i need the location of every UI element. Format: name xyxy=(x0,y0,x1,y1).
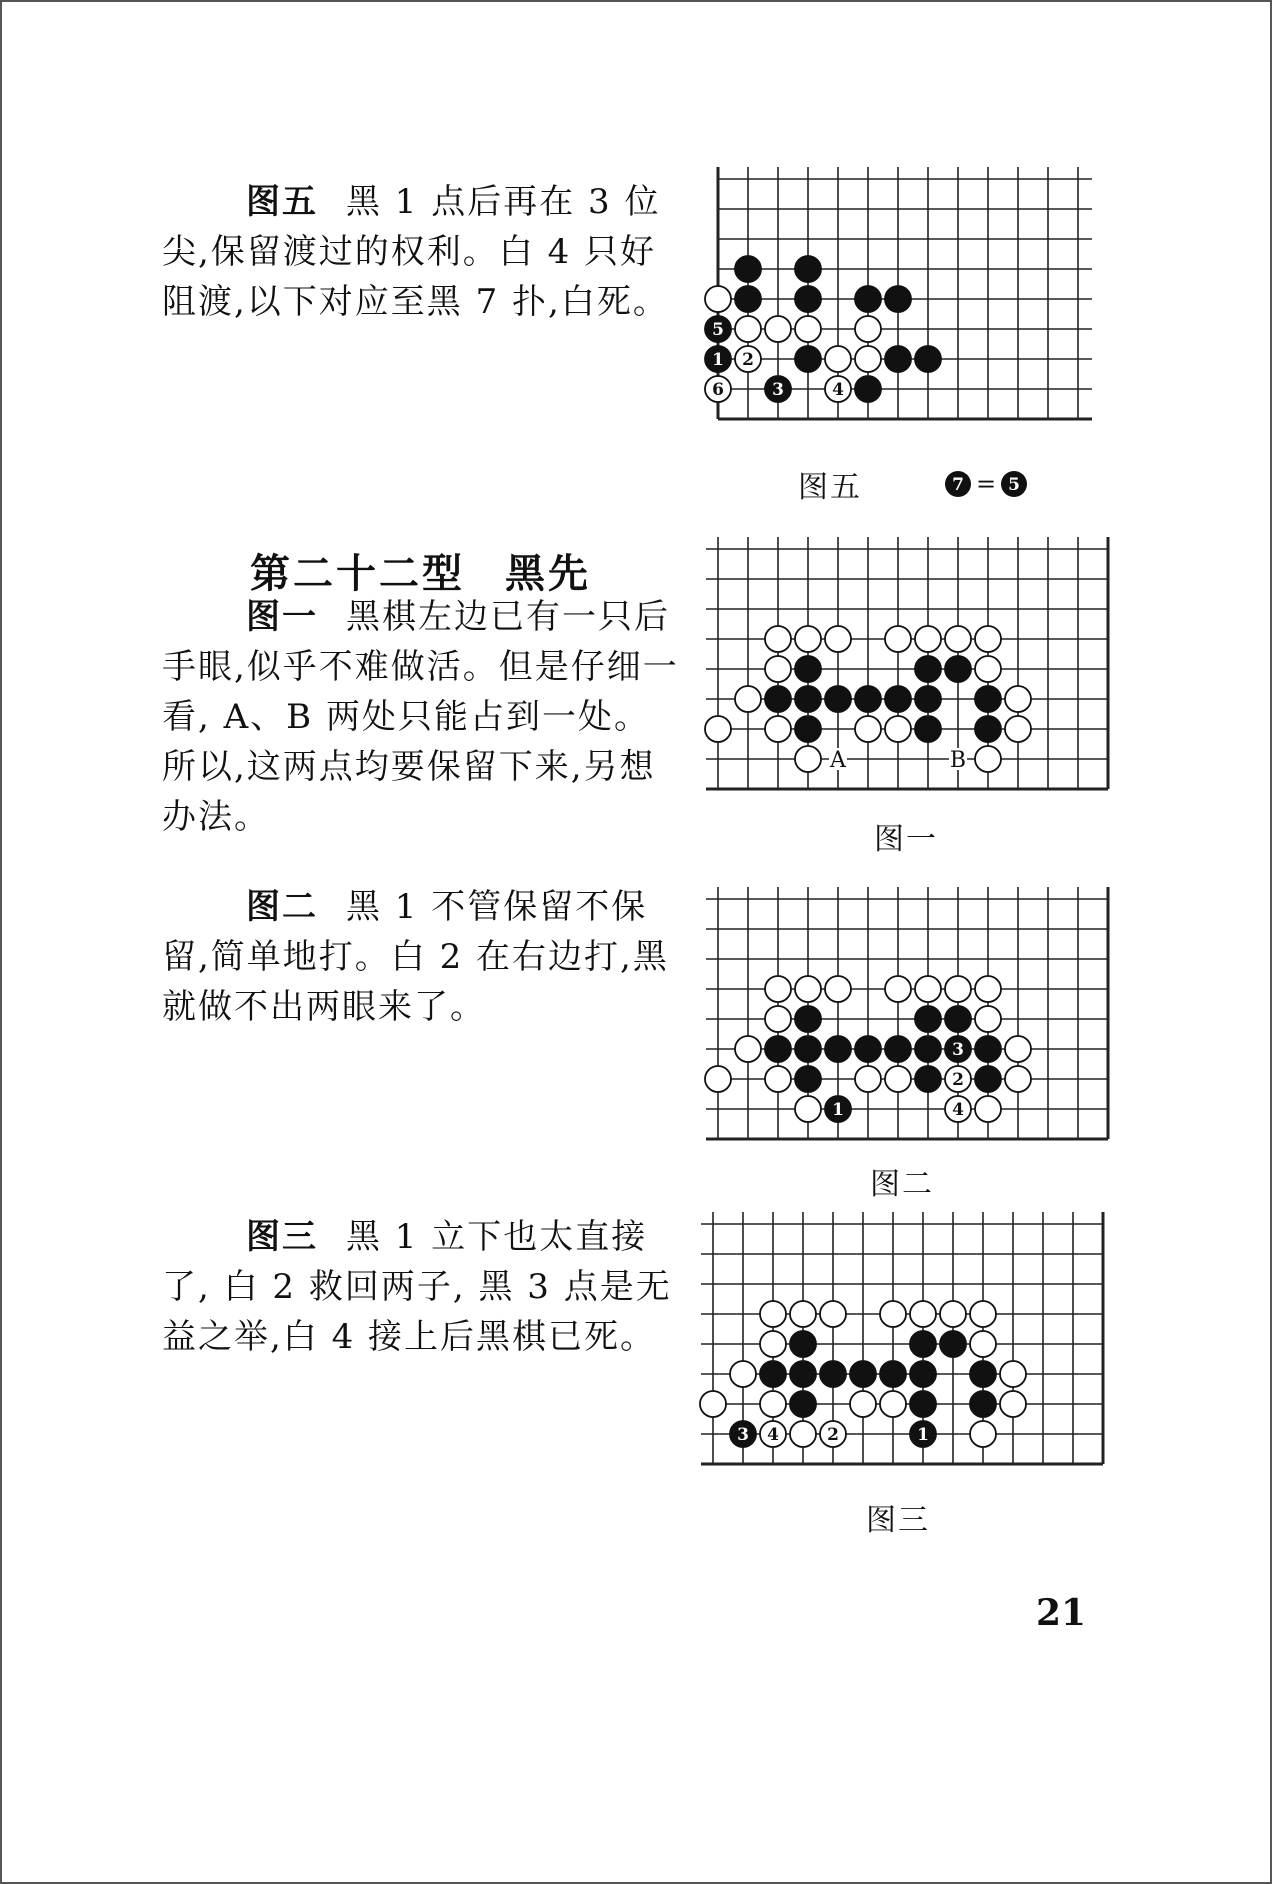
white-stone xyxy=(705,1066,731,1092)
move-number: 3 xyxy=(952,1040,964,1060)
white-stone xyxy=(945,1096,971,1122)
move-number: 2 xyxy=(827,1425,839,1445)
white-stone xyxy=(760,1301,786,1327)
white-stone xyxy=(885,976,911,1002)
white-stone xyxy=(975,1006,1001,1032)
white-stone xyxy=(1000,1361,1026,1387)
black-stone xyxy=(795,286,821,312)
move-number: 5 xyxy=(1008,475,1020,495)
white-stone xyxy=(765,316,791,342)
black-stone xyxy=(705,316,731,342)
black-stone xyxy=(735,286,761,312)
white-stone xyxy=(885,626,911,652)
move-number: 5 xyxy=(712,320,724,340)
go-diagram-fig3 xyxy=(697,1212,1117,1502)
black-stone xyxy=(825,1036,851,1062)
black-stone xyxy=(795,716,821,742)
black-stone xyxy=(825,686,851,712)
black-stone xyxy=(885,1036,911,1062)
first-move: 黑先 xyxy=(505,550,591,597)
black-stone xyxy=(790,1331,816,1357)
black-stone xyxy=(855,286,881,312)
black-stone xyxy=(885,286,911,312)
paragraph-text: 黑 1 立下也太直接了, 白 2 救回两子, 黑 3 点是无益之举,白 4 接上后黑棋已死。 xyxy=(162,1217,672,1357)
black-stone xyxy=(820,1361,846,1387)
white-stone xyxy=(700,1391,726,1417)
black-stone xyxy=(765,376,791,402)
black-stone xyxy=(910,1361,936,1387)
black-stone xyxy=(945,471,971,497)
white-stone xyxy=(1005,716,1031,742)
page-number: 21 xyxy=(1036,1592,1087,1634)
white-stone xyxy=(885,716,911,742)
black-stone xyxy=(855,376,881,402)
go-diagram-fig5 xyxy=(702,167,1122,497)
black-stone xyxy=(765,1036,791,1062)
white-stone xyxy=(795,746,821,772)
black-stone xyxy=(735,256,761,282)
white-stone xyxy=(825,626,851,652)
white-stone xyxy=(730,1361,756,1387)
black-stone xyxy=(910,1421,936,1447)
section-title xyxy=(250,542,591,599)
diagram-caption: 图三 xyxy=(866,1503,930,1538)
white-stone xyxy=(705,286,731,312)
move-number: 4 xyxy=(832,380,844,400)
white-stone xyxy=(765,1006,791,1032)
move-number: 1 xyxy=(917,1425,929,1445)
black-stone xyxy=(790,1391,816,1417)
black-stone xyxy=(795,1006,821,1032)
diagram-caption: 图二 xyxy=(870,1167,934,1202)
black-stone xyxy=(795,1066,821,1092)
black-stone xyxy=(855,686,881,712)
white-stone xyxy=(1000,1391,1026,1417)
move-number: 4 xyxy=(952,1100,964,1120)
black-stone xyxy=(790,1361,816,1387)
white-stone xyxy=(735,346,761,372)
move-number: 4 xyxy=(767,1425,779,1445)
point-marker: B xyxy=(949,748,967,773)
white-stone xyxy=(825,346,851,372)
diagram-caption: 图五 xyxy=(798,470,862,505)
white-stone xyxy=(975,626,1001,652)
move-number: 3 xyxy=(772,380,784,400)
white-stone xyxy=(790,1301,816,1327)
black-stone xyxy=(940,1331,966,1357)
white-stone xyxy=(795,976,821,1002)
go-diagram-fig2 xyxy=(702,887,1122,1177)
white-stone xyxy=(850,1391,876,1417)
black-stone xyxy=(915,716,941,742)
black-stone xyxy=(915,1066,941,1092)
black-stone xyxy=(795,1036,821,1062)
white-stone xyxy=(940,1301,966,1327)
black-stone xyxy=(795,256,821,282)
white-stone xyxy=(790,1421,816,1447)
white-stone xyxy=(885,1066,911,1092)
black-stone xyxy=(850,1361,876,1387)
move-number: 6 xyxy=(712,380,724,400)
move-number: 2 xyxy=(952,1070,964,1090)
white-stone xyxy=(970,1331,996,1357)
black-stone xyxy=(970,1391,996,1417)
white-stone xyxy=(705,716,731,742)
white-stone xyxy=(735,686,761,712)
white-stone xyxy=(945,626,971,652)
white-stone xyxy=(765,976,791,1002)
paragraph-text: 黑 1 点后再在 3 位尖,保留渡过的权利。白 4 只好阻渡,以下对应至黑 7 扑,白死。 xyxy=(162,182,669,322)
black-stone xyxy=(975,1066,1001,1092)
white-stone xyxy=(855,346,881,372)
white-stone xyxy=(760,1391,786,1417)
black-stone xyxy=(915,346,941,372)
white-stone xyxy=(765,656,791,682)
black-stone xyxy=(975,1036,1001,1062)
paragraph-fig3 xyxy=(162,1212,682,1362)
white-stone xyxy=(795,316,821,342)
white-stone xyxy=(760,1331,786,1357)
move-number: 1 xyxy=(712,350,724,370)
paragraph-text: 黑 1 不管保留不保留,简单地打。白 2 在右边打,黑就做不出两眼来了。 xyxy=(162,887,669,1027)
black-stone xyxy=(915,1006,941,1032)
white-stone xyxy=(970,1421,996,1447)
paragraph-text: 黑棋左边已有一只后手眼,似乎不难做活。但是仔细一看, A、B 两处只能占到一处。所以,这两点均要保留下来,另想办法。 xyxy=(162,597,679,837)
white-stone xyxy=(945,976,971,1002)
white-stone xyxy=(735,1036,761,1062)
move-number: 7 xyxy=(952,475,964,495)
black-stone xyxy=(885,686,911,712)
white-stone xyxy=(820,1301,846,1327)
black-stone xyxy=(910,1391,936,1417)
white-stone xyxy=(880,1301,906,1327)
white-stone xyxy=(795,1096,821,1122)
black-stone xyxy=(915,1036,941,1062)
white-stone xyxy=(1005,1036,1031,1062)
white-stone xyxy=(705,376,731,402)
black-stone xyxy=(945,656,971,682)
black-stone xyxy=(915,686,941,712)
white-stone xyxy=(825,976,851,1002)
problem-type: 第二十二型 xyxy=(250,550,465,597)
white-stone xyxy=(910,1301,936,1327)
black-stone xyxy=(970,1361,996,1387)
white-stone xyxy=(795,626,821,652)
black-stone xyxy=(795,656,821,682)
white-stone xyxy=(915,626,941,652)
white-stone xyxy=(855,716,881,742)
white-stone xyxy=(975,656,1001,682)
black-stone xyxy=(795,346,821,372)
move-number: 1 xyxy=(832,1100,844,1120)
black-stone xyxy=(730,1421,756,1447)
white-stone xyxy=(975,1096,1001,1122)
white-stone xyxy=(820,1421,846,1447)
paragraph-label: 图三 xyxy=(246,1217,318,1257)
white-stone xyxy=(1005,1066,1031,1092)
black-stone xyxy=(915,656,941,682)
black-stone xyxy=(855,1036,881,1062)
black-stone xyxy=(975,716,1001,742)
paragraph-fig2 xyxy=(162,882,682,1032)
paragraph-label: 图五 xyxy=(246,182,318,222)
go-diagram-fig1 xyxy=(702,537,1122,827)
equals-sign: = xyxy=(975,470,997,498)
white-stone xyxy=(765,626,791,652)
white-stone xyxy=(855,1066,881,1092)
paragraph-label: 图二 xyxy=(246,887,318,927)
black-stone xyxy=(765,686,791,712)
white-stone xyxy=(915,976,941,1002)
black-stone xyxy=(1001,471,1027,497)
white-stone xyxy=(975,746,1001,772)
black-stone xyxy=(795,686,821,712)
move-number: 3 xyxy=(737,1425,749,1445)
paragraph-label: 图一 xyxy=(246,597,318,637)
white-stone xyxy=(945,1066,971,1092)
diagram-note xyxy=(942,464,1052,504)
black-stone xyxy=(945,1036,971,1062)
black-stone xyxy=(945,1006,971,1032)
white-stone xyxy=(880,1391,906,1417)
white-stone xyxy=(765,1066,791,1092)
white-stone xyxy=(735,316,761,342)
white-stone xyxy=(975,976,1001,1002)
white-stone xyxy=(825,376,851,402)
black-stone xyxy=(975,686,1001,712)
point-marker: A xyxy=(830,748,846,773)
black-stone xyxy=(885,346,911,372)
black-stone xyxy=(705,346,731,372)
paragraph-fig5 xyxy=(162,177,682,327)
black-stone xyxy=(825,1096,851,1122)
paragraph-fig1 xyxy=(162,592,682,842)
white-stone xyxy=(765,716,791,742)
black-stone xyxy=(880,1361,906,1387)
white-stone xyxy=(760,1421,786,1447)
black-stone xyxy=(910,1331,936,1357)
black-stone xyxy=(760,1361,786,1387)
move-number: 2 xyxy=(742,350,754,370)
white-stone xyxy=(855,316,881,342)
diagram-caption: 图一 xyxy=(874,822,938,857)
white-stone xyxy=(970,1301,996,1327)
white-stone xyxy=(1005,686,1031,712)
